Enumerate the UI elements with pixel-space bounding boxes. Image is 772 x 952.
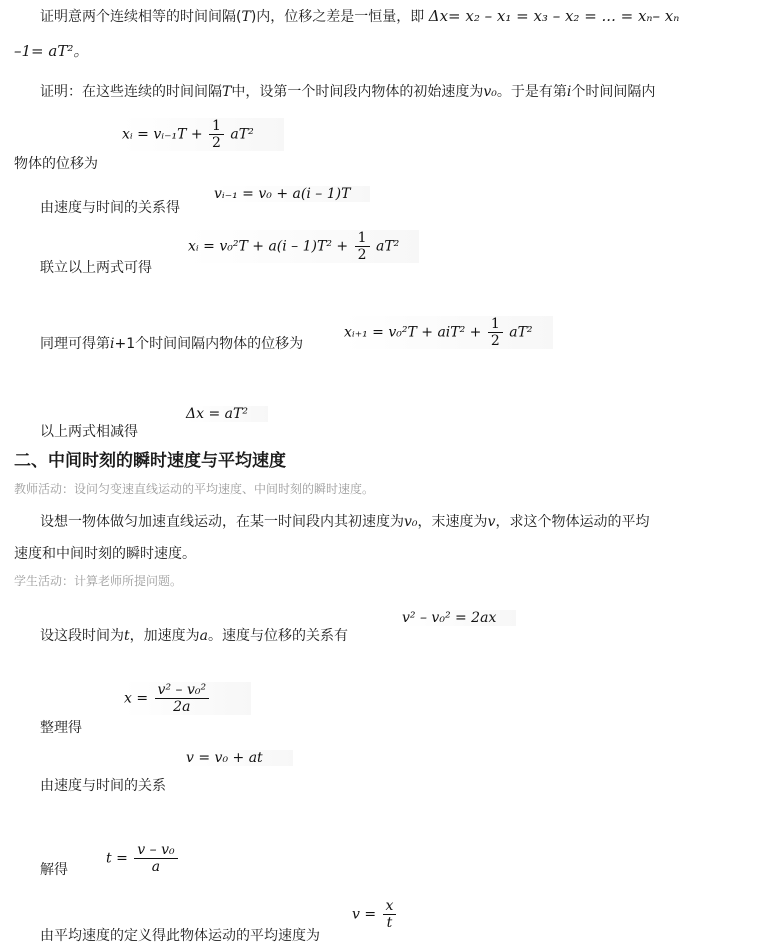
eq1-rhs: aT²: [230, 126, 254, 143]
equation-10: [352, 898, 398, 931]
set-a: a: [199, 628, 208, 644]
eq1-fraction: [209, 118, 224, 151]
eq7-lhs: x =: [124, 690, 149, 707]
problem-text-a: 设想一物体做匀加速直线运动，在某一时间段内其初速度为: [40, 514, 404, 530]
label-subtract: 以上两式相减得: [40, 424, 138, 440]
section-heading: 二、中间时刻的瞬时速度与平均速度: [14, 451, 286, 471]
eq10-lhs: v =: [352, 906, 377, 923]
eq10-fraction: [383, 898, 397, 931]
eq1-den: 2: [212, 135, 221, 151]
proof-text-a: 证明：在这些连续的时间间隔: [40, 84, 222, 100]
proof-i: i: [566, 84, 572, 100]
student-activity: 学生活动：计算老师所提问题。: [14, 574, 183, 588]
eq1-num: 1: [209, 118, 224, 135]
problem-line-2: 速度和中间时刻的瞬时速度。: [14, 546, 196, 562]
label-velocity-time: 由速度与时间的关系得: [40, 200, 180, 216]
intro-text-mid: )内，位移之差是一恒量，即: [250, 9, 425, 25]
similar-i: i: [110, 336, 115, 352]
equation-5: Δx = aT²: [186, 406, 268, 422]
intro-formula-cont: –1= aT²。: [14, 42, 89, 60]
problem-v0: v₀: [404, 514, 418, 530]
eq9-fraction: [134, 842, 177, 875]
eq9-den: a: [151, 859, 161, 875]
problem-text-b: ，末速度为: [417, 514, 488, 530]
eq9-lhs: t =: [106, 850, 128, 867]
similar-text-b: +1个时间间隔内物体的位移为: [114, 336, 304, 352]
similar-text-a: 同理可得第: [40, 336, 110, 352]
equation-1: [122, 118, 284, 151]
eq7-den: 2a: [173, 699, 191, 715]
eq3-num: 1: [355, 230, 370, 247]
proof-text-c: 。于是有第: [496, 84, 567, 100]
eq4-num: 1: [488, 316, 503, 333]
eq3-den: 2: [357, 247, 367, 263]
set-text-c: 。速度与位移的关系有: [208, 628, 348, 644]
eq4-den: 2: [490, 333, 500, 349]
label-arrange: 整理得: [40, 720, 82, 736]
equation-8: v = v₀ + at: [186, 750, 293, 766]
label-average: 由平均速度的定义得此物体运动的平均速度为: [40, 928, 320, 944]
eq7-num: v² – v₀²: [155, 682, 210, 699]
eq4-rhs: aT²: [509, 324, 533, 341]
equation-7: [124, 682, 251, 715]
eq4-lhs: xᵢ₊₁ = v₀²T + aiT² +: [344, 324, 482, 341]
eq3-fraction: [355, 230, 370, 263]
eq9-num: v – v₀: [134, 842, 177, 859]
label-displacement: 物体的位移为: [14, 156, 98, 172]
eq4-fraction: [488, 316, 503, 349]
set-t: t: [124, 628, 130, 644]
eq10-den: t: [386, 915, 393, 931]
eq1-lhs: xᵢ = vᵢ₋₁T +: [122, 126, 203, 143]
proof-text-b: 中，设第一个时间段内物体的初始速度为: [231, 84, 484, 100]
proof-text-d: 个时间间隔内: [571, 84, 656, 100]
teacher-activity: 教师活动：设问匀变速直线运动的平均速度、中间时刻的瞬时速度。: [14, 482, 375, 496]
equation-4: [344, 316, 553, 349]
equation-9: [106, 842, 180, 875]
equation-3: [188, 230, 419, 263]
intro-line-1: [40, 6, 679, 27]
label-combine: 联立以上两式可得: [40, 260, 152, 276]
proof-intro: [40, 82, 655, 102]
label-similar: [40, 334, 303, 354]
problem-v: v: [487, 514, 496, 530]
set-text-a: 设这段时间为: [40, 628, 124, 644]
intro-formula: Δx= x₂ – x₁ = x₃ – x₂ = ... = xₙ– xₙ: [428, 7, 680, 25]
intro-text-prefix: 证明意两个连续相等的时间间隔(: [40, 9, 242, 25]
problem-line-1: [40, 512, 649, 532]
label-solve: 解得: [40, 862, 68, 878]
eq3-lhs: xᵢ = v₀²T + a(i – 1)T² +: [188, 238, 349, 255]
problem-text-c: ，求这个物体运动的平均: [495, 514, 650, 530]
label-set: [40, 626, 348, 646]
equation-2: vᵢ₋₁ = v₀ + a(i – 1)T: [214, 186, 370, 202]
proof-T: T: [222, 84, 232, 100]
eq7-fraction: [155, 682, 210, 715]
equation-6: v² – v₀² = 2ax: [402, 610, 516, 626]
label-vt: 由速度与时间的关系: [40, 778, 166, 794]
eq10-num: x: [383, 898, 397, 915]
set-text-b: ，加速度为: [129, 628, 200, 644]
proof-v0: v₀: [483, 84, 497, 100]
intro-T: T: [241, 9, 251, 25]
eq3-rhs: aT²: [375, 238, 400, 255]
